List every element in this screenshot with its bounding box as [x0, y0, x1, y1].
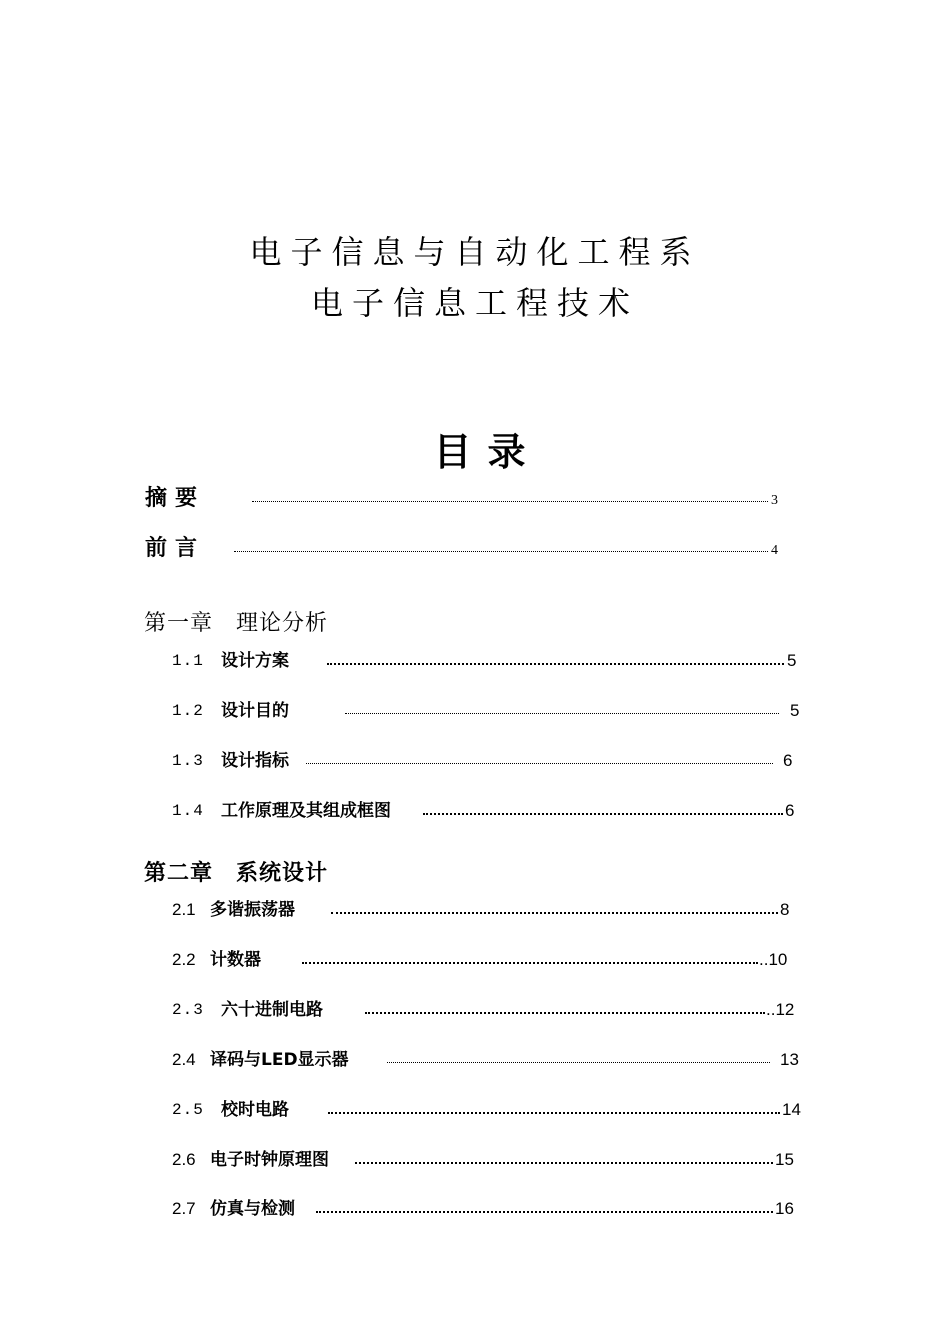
section-number: 1.4	[172, 802, 204, 820]
toc-leader-dots	[365, 1012, 765, 1014]
toc-leader-dots	[234, 551, 768, 552]
toc-leader-dots	[355, 1162, 773, 1164]
toc-entry-1-3[interactable]	[0, 746, 950, 776]
toc-page-number: 15	[775, 1150, 794, 1169]
toc-page-number: ..10	[759, 950, 788, 969]
toc-entry-label: 电子时钟原理图	[210, 1150, 329, 1170]
toc-leader-dots	[423, 813, 783, 815]
toc-entry-label: 仿真与检测	[210, 1199, 295, 1219]
toc-entry-2-6[interactable]	[0, 1145, 950, 1175]
toc-page-number: 3	[771, 493, 778, 508]
toc-page-number: 5	[790, 701, 800, 720]
toc-entry-preface[interactable]	[0, 534, 950, 564]
section-number: 1.3	[172, 752, 204, 770]
toc-entry-label: 计数器	[210, 950, 261, 970]
toc-leader-dots	[316, 1211, 773, 1213]
department-heading: 电子信息与自动化工程系	[249, 233, 701, 271]
toc-leader-dots	[252, 501, 768, 502]
chapter-title: 第一章 理论分析	[144, 611, 329, 636]
toc-entry-label: 校时电路	[221, 1100, 289, 1120]
toc-title: 目录	[433, 430, 542, 474]
toc-leader-dots	[387, 1062, 770, 1063]
toc-entry-label: 设计方案	[221, 651, 289, 671]
toc-entry-label: 译码与LED显示器	[210, 1050, 349, 1070]
toc-page-number: 16	[775, 1199, 794, 1218]
toc-entry-2-3[interactable]	[0, 995, 950, 1025]
toc-page-number: 4	[771, 543, 778, 558]
toc-page-number: 6	[785, 801, 795, 820]
toc-chapter-1[interactable]	[0, 609, 950, 639]
major-heading: 电子信息工程技术	[310, 284, 639, 322]
toc-leader-dots	[327, 663, 784, 665]
toc-entry-2-7[interactable]	[0, 1194, 950, 1224]
toc-leader-dots	[331, 912, 778, 914]
toc-entry-2-4[interactable]	[0, 1045, 950, 1075]
toc-entry-label: 工作原理及其组成框图	[221, 801, 391, 821]
toc-entry-label: 前言	[145, 536, 206, 561]
section-number: 2.3	[172, 1001, 204, 1019]
section-number: 2.4	[172, 1050, 196, 1069]
toc-chapter-2[interactable]	[0, 859, 950, 889]
toc-leader-dots	[328, 1112, 780, 1114]
toc-entry-label: 设计指标	[221, 751, 289, 771]
toc-entry-2-5[interactable]	[0, 1095, 950, 1125]
toc-entry-abstract[interactable]	[0, 484, 950, 514]
section-number: 2.2	[172, 950, 196, 969]
section-number: 2.6	[172, 1150, 196, 1169]
toc-leader-dots	[302, 962, 758, 964]
toc-page-number: 8	[780, 900, 790, 919]
section-number: 2.7	[172, 1199, 196, 1218]
toc-entry-2-2[interactable]	[0, 945, 950, 975]
toc-entry-label: 多谐振荡器	[210, 900, 295, 920]
section-number: 2.1	[172, 900, 196, 919]
toc-page-number: 6	[783, 751, 793, 770]
toc-entry-label: 设计目的	[221, 701, 289, 721]
toc-entry-label: 摘要	[145, 486, 206, 511]
toc-entry-2-1[interactable]	[0, 895, 950, 925]
toc-entry-label: 六十进制电路	[221, 1000, 323, 1020]
toc-leader-dots	[345, 713, 779, 714]
toc-entry-1-4[interactable]	[0, 796, 950, 826]
toc-page-number: 14	[782, 1100, 801, 1119]
chapter-title: 第二章 系统设计	[144, 861, 329, 886]
section-number: 2.5	[172, 1101, 204, 1119]
toc-page-number: 5	[787, 651, 797, 670]
section-number: 1.2	[172, 702, 204, 720]
toc-entry-1-2[interactable]	[0, 696, 950, 726]
toc-page-number: 13	[780, 1050, 799, 1069]
toc-entry-1-1[interactable]	[0, 646, 950, 676]
toc-leader-dots	[306, 763, 773, 764]
toc-page-number: ..12	[766, 1000, 795, 1019]
section-number: 1.1	[172, 652, 204, 670]
